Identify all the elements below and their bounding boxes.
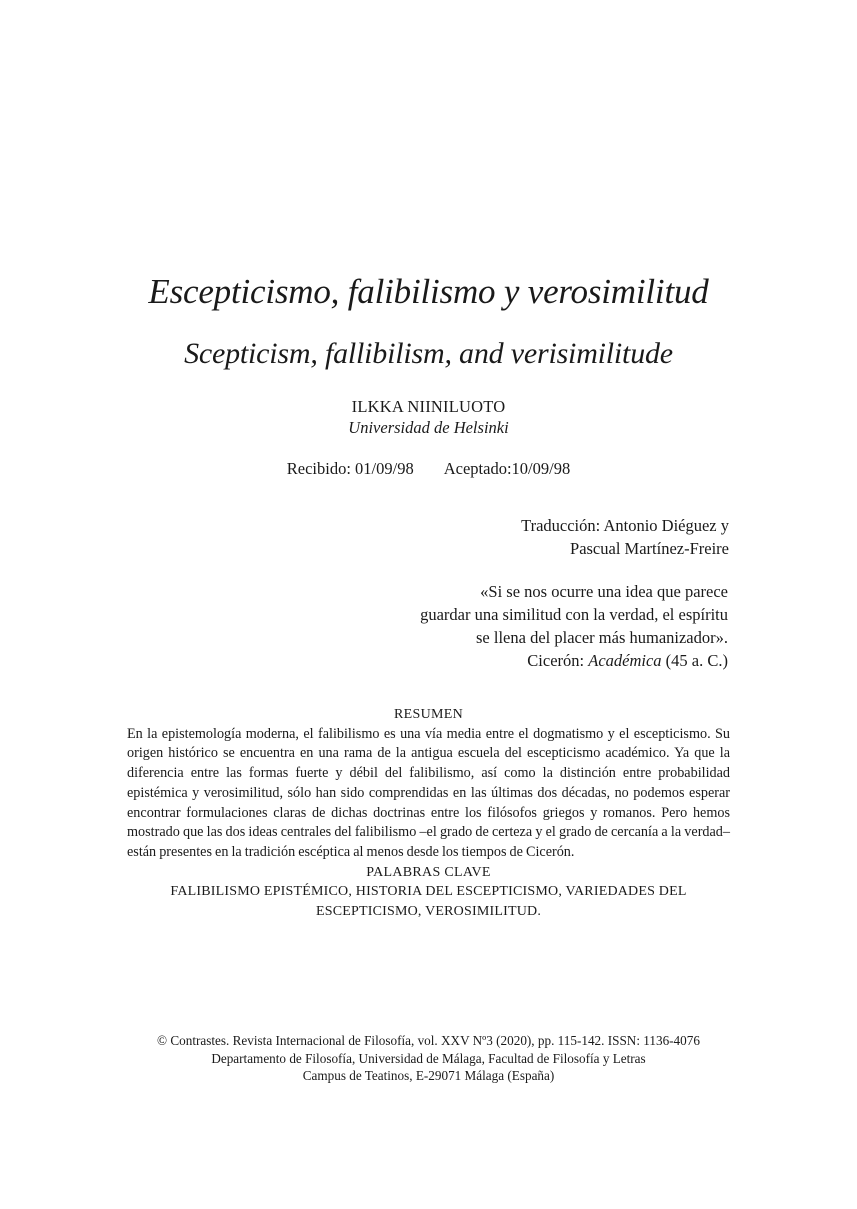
author-affiliation: Universidad de Helsinki [348,418,509,437]
epigraph-attribution-date: (45 a. C.) [661,651,728,670]
keywords-heading: PALABRAS CLAVE [366,864,491,880]
epigraph-attribution [420,649,728,672]
accepted-date: Aceptado:10/09/98 [443,459,571,478]
author-block [0,396,857,438]
epigraph-line-2: guardar una similitud con la verdad, el espíritu [420,605,728,624]
title-english: Scepticism, fallibilism, and verisimilitude [184,337,673,370]
abstract-body: En la epistemología moderna, el falibilismo es una vía media entre el dogmatismo y el escepticismo. Su origen histórico se encuentra en una rama de la antigua escuela del escepticismo académico. Ya que la diferencia entre las formas fuerte y débil del falibilismo, así como la distinción entre probabilidad epistémica y verosimilitud, sólo han sido comprendidas en las últimas dos décadas, no podemos esperar encontrar formulaciones claras de dichas doctrinas entre los filósofos griegos y romanos. Pero hemos mostrado que las dos ideas centrales del falibilismo –el grado de certeza y el grado de cercanía a la verdad– están presentes en la tradición escéptica al menos desde los tiempos de Cicerón. [127,725,730,860]
epigraph-line-3: se llena del placer más humanizador». [476,628,728,647]
translation-line-1: Traducción: Antonio Diéguez y [521,516,729,535]
received-date: Recibido: 01/09/98 [286,459,414,478]
publication-footer [0,1032,857,1085]
title-spanish: Escepticismo, falibilismo y verosimilitud [148,272,709,311]
epigraph-line-1: «Si se nos ocurre una idea que parece [480,582,728,601]
submission-dates [0,459,857,479]
epigraph-attribution-work: Académica [588,651,662,670]
abstract-section [127,705,730,922]
epigraph-attribution-author: Cicerón: [527,651,589,670]
footer-line-2: Departamento de Filosofía, Universidad de Málaga, Facultad de Filosofía y Letras [211,1050,646,1066]
author-name: ILKKA NIINILUOTO [351,397,506,416]
keywords-list: FALIBILISMO EPISTÉMICO, HISTORIA DEL ESCEPTICISMO, VARIEDADES DEL ESCEPTICISMO, VEROSIMILITUD. [170,884,687,920]
translation-line-2: Pascual Martínez-Freire [570,539,729,558]
epigraph [420,580,728,672]
footer-line-3: Campus de Teatinos, E-29071 Málaga (España) [302,1068,555,1083]
translation-credit [521,514,729,560]
footer-line-1: © Contrastes. Revista Internacional de Filosofía, vol. XXV Nº3 (2020), pp. 115-142. ISSN: 1136-4076 [157,1033,700,1048]
abstract-heading: RESUMEN [394,707,463,722]
